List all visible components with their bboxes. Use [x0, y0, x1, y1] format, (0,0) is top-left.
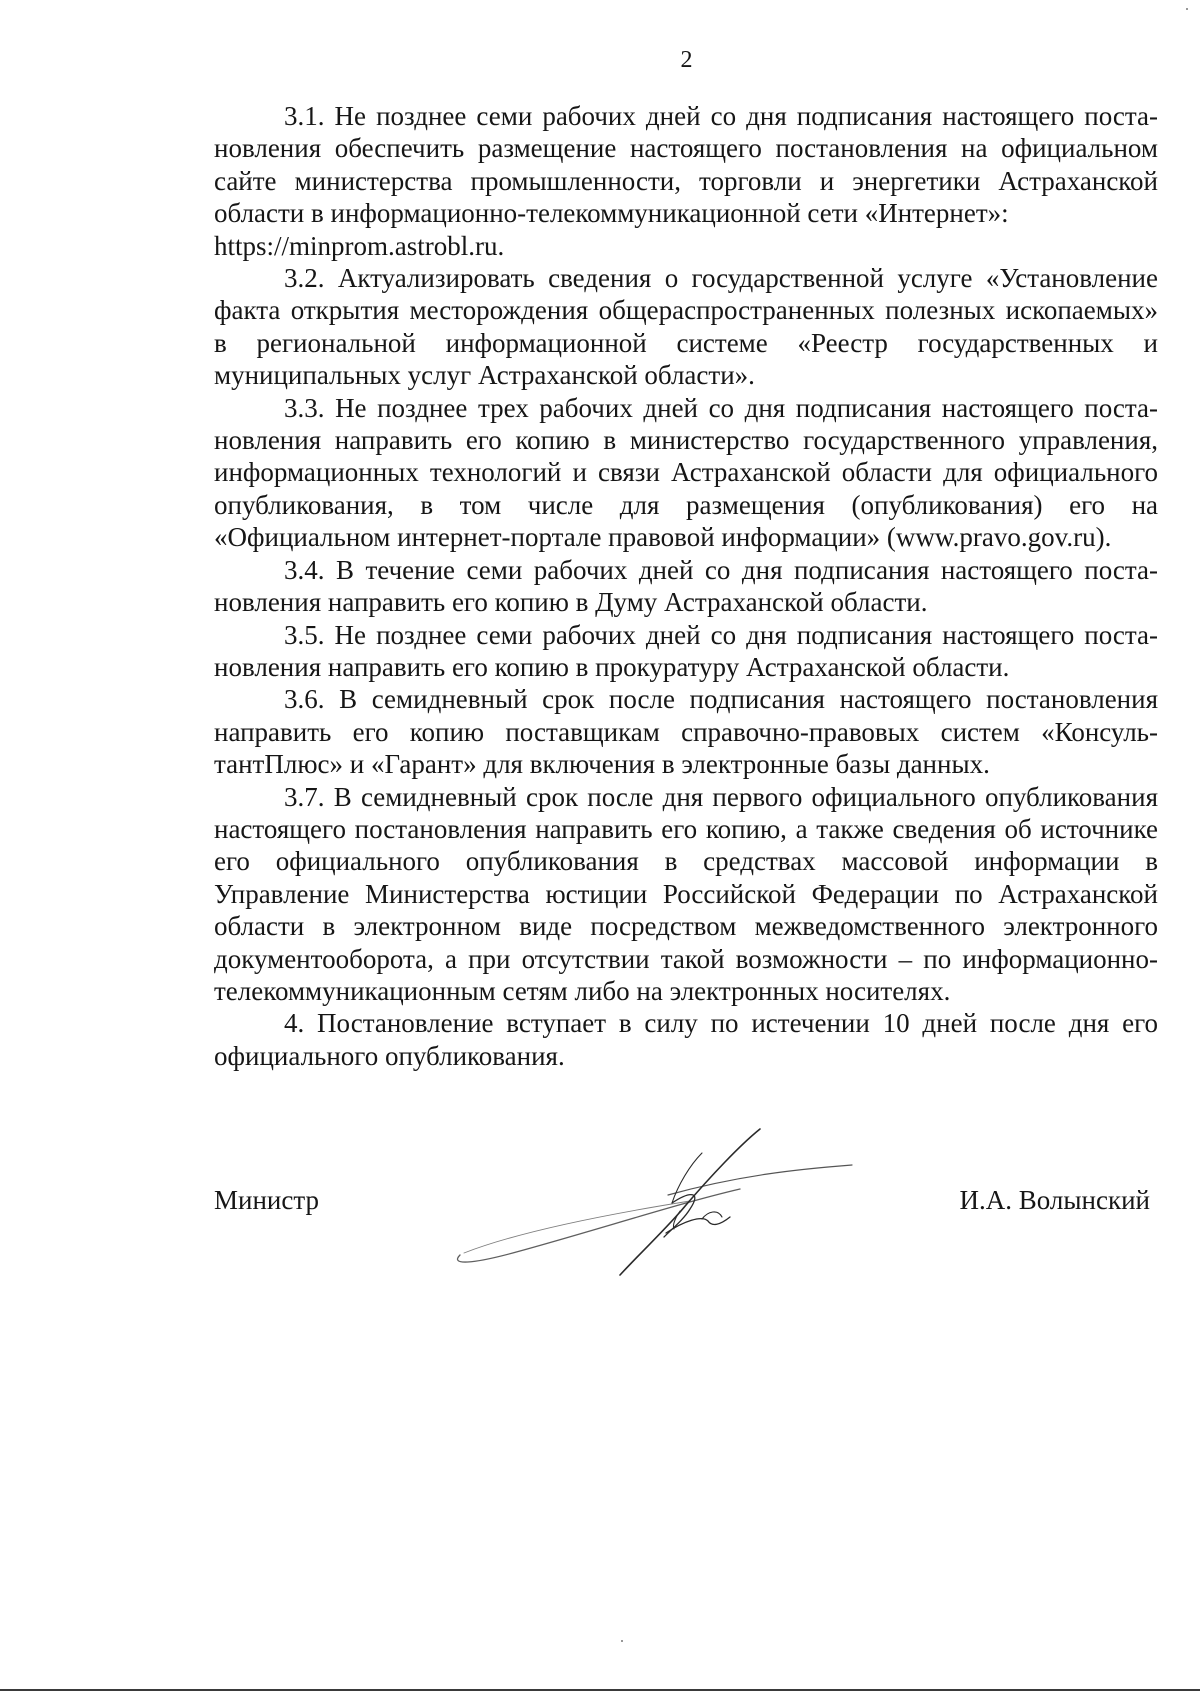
- document-body: [214, 100, 1158, 1072]
- paragraph-3-3: 3.3. Не позднее трех рабочих дней со дня подписания настоящего постановления направить его копию в министерство государственного управления, информационных технологий и связи Астраханской области для официального опубликования, в том числе для размещения (опубликования) его на «Официальном интернет-портале правовой информации» (www.pravo.gov.ru).: [214, 392, 1158, 553]
- paragraph-3-6: 3.6. В семидневный срок после подписания настоящего постановления направить его копию поставщикам справочно-правовых систем «КонсультантПлюс» и «Гарант» для включения в электронные базы данных.: [214, 684, 1158, 780]
- page-number: 2: [680, 47, 693, 73]
- scan-speck: [621, 1640, 623, 1642]
- paragraph-3-4: 3.4. В течение семи рабочих дней со дня подписания настоящего постановления направить его копию в Думу Астраханской области.: [214, 554, 1158, 618]
- scan-bottom-edge: [0, 1689, 1200, 1691]
- paragraph-3-1-url: https://minprom.astrobl.ru.: [214, 230, 505, 261]
- handwritten-signature: [440, 1125, 860, 1285]
- scan-speck: [1186, 8, 1188, 10]
- paragraph-3-7: 3.7. В семидневный срок после дня первого официального опубликования настоящего постановления направить его копию, а также сведения об источнике его официального опубликования в средствах массовой информации в Управление Министерства юстиции Российской Федерации по Астраханской области в электронном виде посредством межведомственного электронного документооборота, а при отсутствии такой возможности – по информационно-телекоммуникационным сетям либо на электронных носителях.: [214, 781, 1158, 1006]
- signer-position-title: Министр: [214, 1185, 319, 1215]
- paragraph-3-5: 3.5. Не позднее семи рабочих дней со дня подписания настоящего постановления направить его копию в прокуратуру Астраханской области.: [214, 619, 1158, 682]
- paragraph-3-2: 3.2. Актуализировать сведения о государственной услуге «Установление факта открытия месторождения общераспространенных полезных ископаемых» в региональной информационной системе «Реестр государственных и муниципальных услуг Астраханской области».: [214, 263, 1158, 391]
- paragraph-4: 4. Постановление вступает в силу по истечении 10 дней после дня его официального опубликования.: [214, 1008, 1158, 1071]
- signer-name: И.А. Волынский: [959, 1185, 1150, 1215]
- paragraph-3-1: 3.1. Не позднее семи рабочих дней со дня подписания настоящего постановления обеспечить размещение настоящего постановления на официальном сайте министерства промышленности, торговли и энергетики Астраханской области в информационно-телекоммуникационной сети «Интернет»:: [214, 101, 1158, 229]
